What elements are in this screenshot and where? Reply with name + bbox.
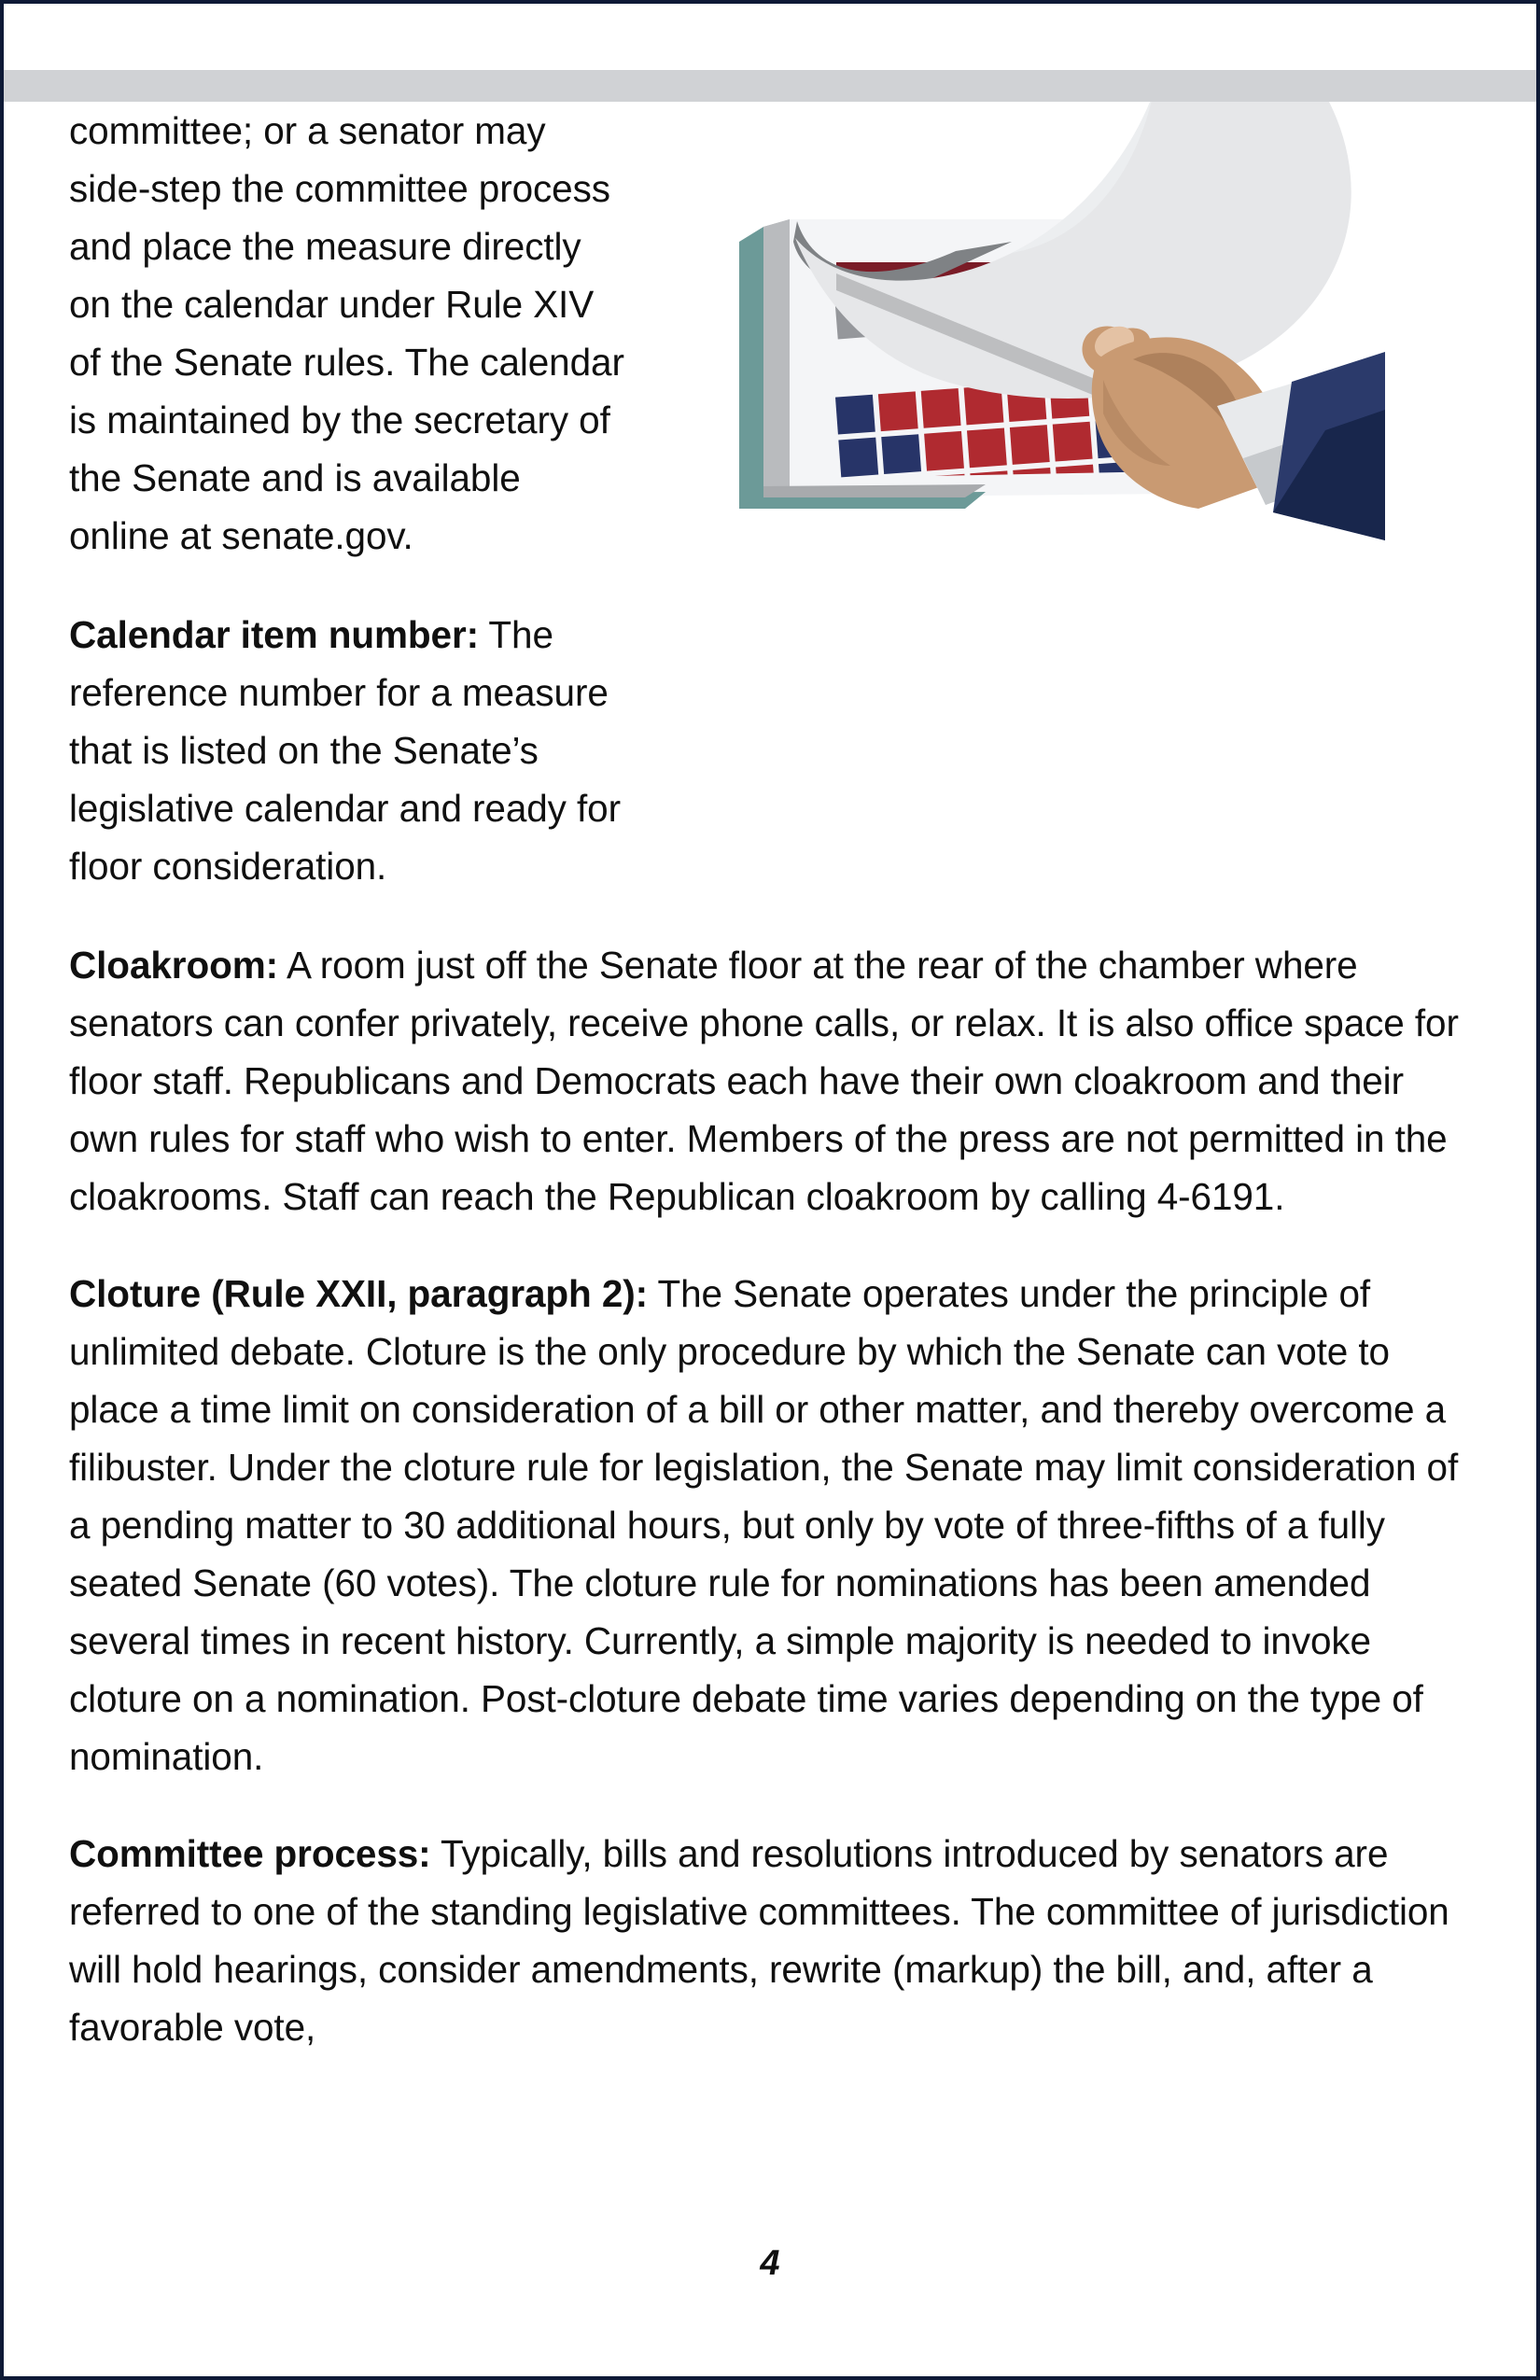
glossary-term-cloakroom: Cloakroom: <box>69 944 279 987</box>
paragraph-text: A room just off the Senate floor at the rear of the chamber where senators can confer privately, receive phone calls, or relax. It is also office space for floor staff. Republicans and Democrats each have their own cloakroom and their own rules for staff who wish to enter. Members of the press are not permitted in the cloakrooms. Staff can reach the Republican cloakroom by calling 4-6191. <box>69 944 1459 1218</box>
body-text-column <box>69 102 1469 2056</box>
paragraph-text: The Senate operates under the principle of unlimited debate. Cloture is the only procedure by which the Senate can vote to place a time limit on consideration of a bill or other matter, and thereby overcome a filibuster. Under the cloture rule for legislation, the Senate may limit consideration of a pending matter to 30 additional hours, but only by vote of three-fifths of a fully seated Senate (60 votes). The cloture rule for nominations has been amended several times in recent history. Currently, a simple majority is needed to invoke cloture on a nomination. Post-cloture debate time varies depending on the type of nomination. <box>69 1272 1459 1778</box>
paragraph-text: Typically, bills and resolutions introduced by senators are referred to one of the standing legislative committees. The committee of jurisdiction will hold hearings, consider amendments, rewrite (markup) the bill, and, after a favorable vote, <box>69 1832 1449 2049</box>
paragraph-text: committee; or a senator may side-step the committee process and place the measure directly on the calendar under Rule XIV of the Senate rules. The calendar is maintained by the secretary of the Senate and is available online at senate.gov. <box>69 109 624 557</box>
paragraph-cloture <box>69 1265 1469 1785</box>
paragraph-calendar-item-number <box>69 606 629 895</box>
paragraph-spacer <box>69 895 1469 936</box>
glossary-term-cloture: Cloture (Rule XXII, paragraph 2): <box>69 1272 649 1315</box>
paragraph-rule-xiv-continuation <box>69 102 629 565</box>
glossary-term-calendar-item-number: Calendar item number: <box>69 613 479 656</box>
glossary-term-committee-process: Committee process: <box>69 1832 431 1875</box>
header-band <box>4 70 1536 102</box>
paragraph-cloakroom <box>69 936 1469 1225</box>
page-number: 4 <box>760 2244 780 2283</box>
paragraph-spacer <box>69 1225 1469 1265</box>
page-content <box>4 102 1536 2286</box>
paragraph-spacer <box>69 1785 1469 1825</box>
paragraph-committee-process <box>69 1825 1469 2056</box>
paragraph-text: The reference number for a measure that is listed on the Senate’s legislative calendar and ready for floor consideration. <box>69 613 621 888</box>
paragraph-spacer <box>69 565 1469 606</box>
